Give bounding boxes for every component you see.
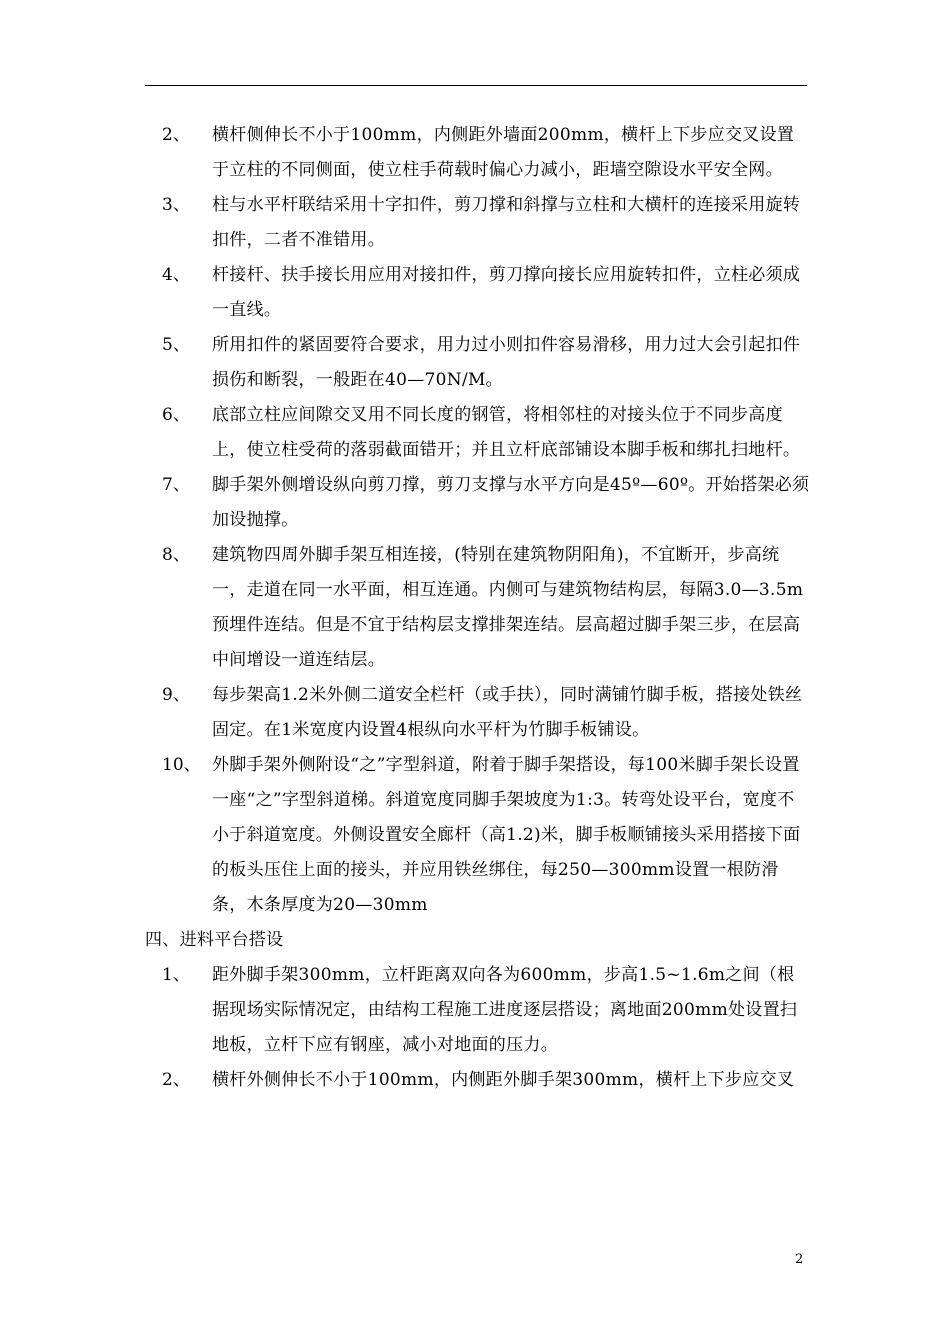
- item-text: 所用扣件的紧固要符合要求，用力过小则扣件容易滑移，用力过大会引起扣件损伤和断裂，一般距在40—70N/M。: [212, 335, 801, 390]
- item-text: 横杆侧伸长不小于100mm，内侧距外墙面200mm，横杆上下步应交叉设置于立柱的不同侧面，使立柱手荷载时偏心力减小，距墙空隙设水平安全网。: [212, 125, 795, 180]
- item-number: 7、: [162, 475, 190, 495]
- item-number: 2、: [162, 125, 190, 145]
- item-number: 3、: [162, 195, 190, 215]
- item-text: 建筑物四周外脚手架互相连接，(特别在建筑物阴阳角)，不宜断开，步高统一，走道在同一水平面，相互连通。内侧可与建筑物结构层，每隔3.0—3.5m预埋件连结。但是不宜于结构层支撑排架连结。层高超过脚手架三步，在层高中间增设一道连结层。: [212, 545, 804, 670]
- item-number: 6、: [162, 405, 190, 425]
- item-text: 柱与水平杆联结采用十字扣件，剪刀撑和斜撑与立柱和大横杆的连接采用旋转扣件，二者不准错用。: [212, 195, 801, 250]
- list-item: [162, 258, 810, 328]
- item-number: 5、: [162, 335, 190, 355]
- page-number: 2: [795, 1252, 804, 1267]
- list-item: [162, 398, 810, 468]
- list-item: [162, 188, 810, 258]
- item-number: 10、: [162, 755, 201, 775]
- item-text: 杆接杆、扶手接长用应用对接扣件，剪刀撑向接长应用旋转扣件，立柱必须成一直线。: [212, 265, 801, 320]
- list-item: [162, 958, 810, 1063]
- item-number: 2、: [162, 1070, 190, 1090]
- header-rule: [145, 85, 807, 86]
- item-number: 8、: [162, 545, 190, 565]
- item-text: 每步架高1.2米外侧二道安全栏杆（或手扶），同时满铺竹脚手板，搭接处铁丝固定。在1米宽度内设置4根纵向水平杆为竹脚手板铺设。: [212, 685, 803, 740]
- list-item: [162, 538, 810, 678]
- item-text: 横杆外侧伸长不小于100mm，内侧距外脚手架300mm，横杆上下步应交叉: [212, 1070, 795, 1090]
- item-number: 4、: [162, 265, 190, 285]
- list-item: [162, 328, 810, 398]
- item-number: 1、: [162, 965, 190, 985]
- item-text: 底部立柱应间隙交叉用不同长度的钢管，将相邻柱的对接头位于不同步高度上，使立柱受荷的落弱截面错开；并且立杆底部铺设本脚手板和绑扎扫地杆。: [212, 405, 801, 460]
- item-text: 外脚手架外侧附设“之”字型斜道，附着于脚手架搭设，每100米脚手架长设置一座“之”字型斜道梯。斜道宽度同脚手架坡度为1:3。转弯处设平台，宽度不小于斜道宽度。外侧设置安全廊杆（高1.2)米，脚手板顺铺接头采用搭接下面的板头压住上面的接头，并应用铁丝绑住，每250—300mm设置一根防滑条，木条厚度为20—30mm: [212, 755, 801, 915]
- page-body: [0, 118, 950, 1098]
- section-heading: 四、进料平台搭设: [145, 930, 284, 950]
- list-item: [162, 118, 810, 188]
- item-number: 9、: [162, 685, 190, 705]
- list-item: [162, 678, 810, 748]
- item-text: 距外脚手架300mm，立杆距离双向各为600mm，步高1.5~1.6m之间（根据现场实际情况定，由结构工程施工进度逐层搭设；离地面200mm处设置扫地板，立杆下应有钢座，减小对地面的压力。: [212, 965, 798, 1055]
- list-item: [162, 468, 810, 538]
- item-text: 脚手架外侧增设纵向剪刀撑，剪刀支撑与水平方向是45º—60º。开始搭架必须加设抛撑。: [212, 475, 810, 530]
- list-item: [162, 748, 810, 923]
- list-item: [162, 1063, 810, 1098]
